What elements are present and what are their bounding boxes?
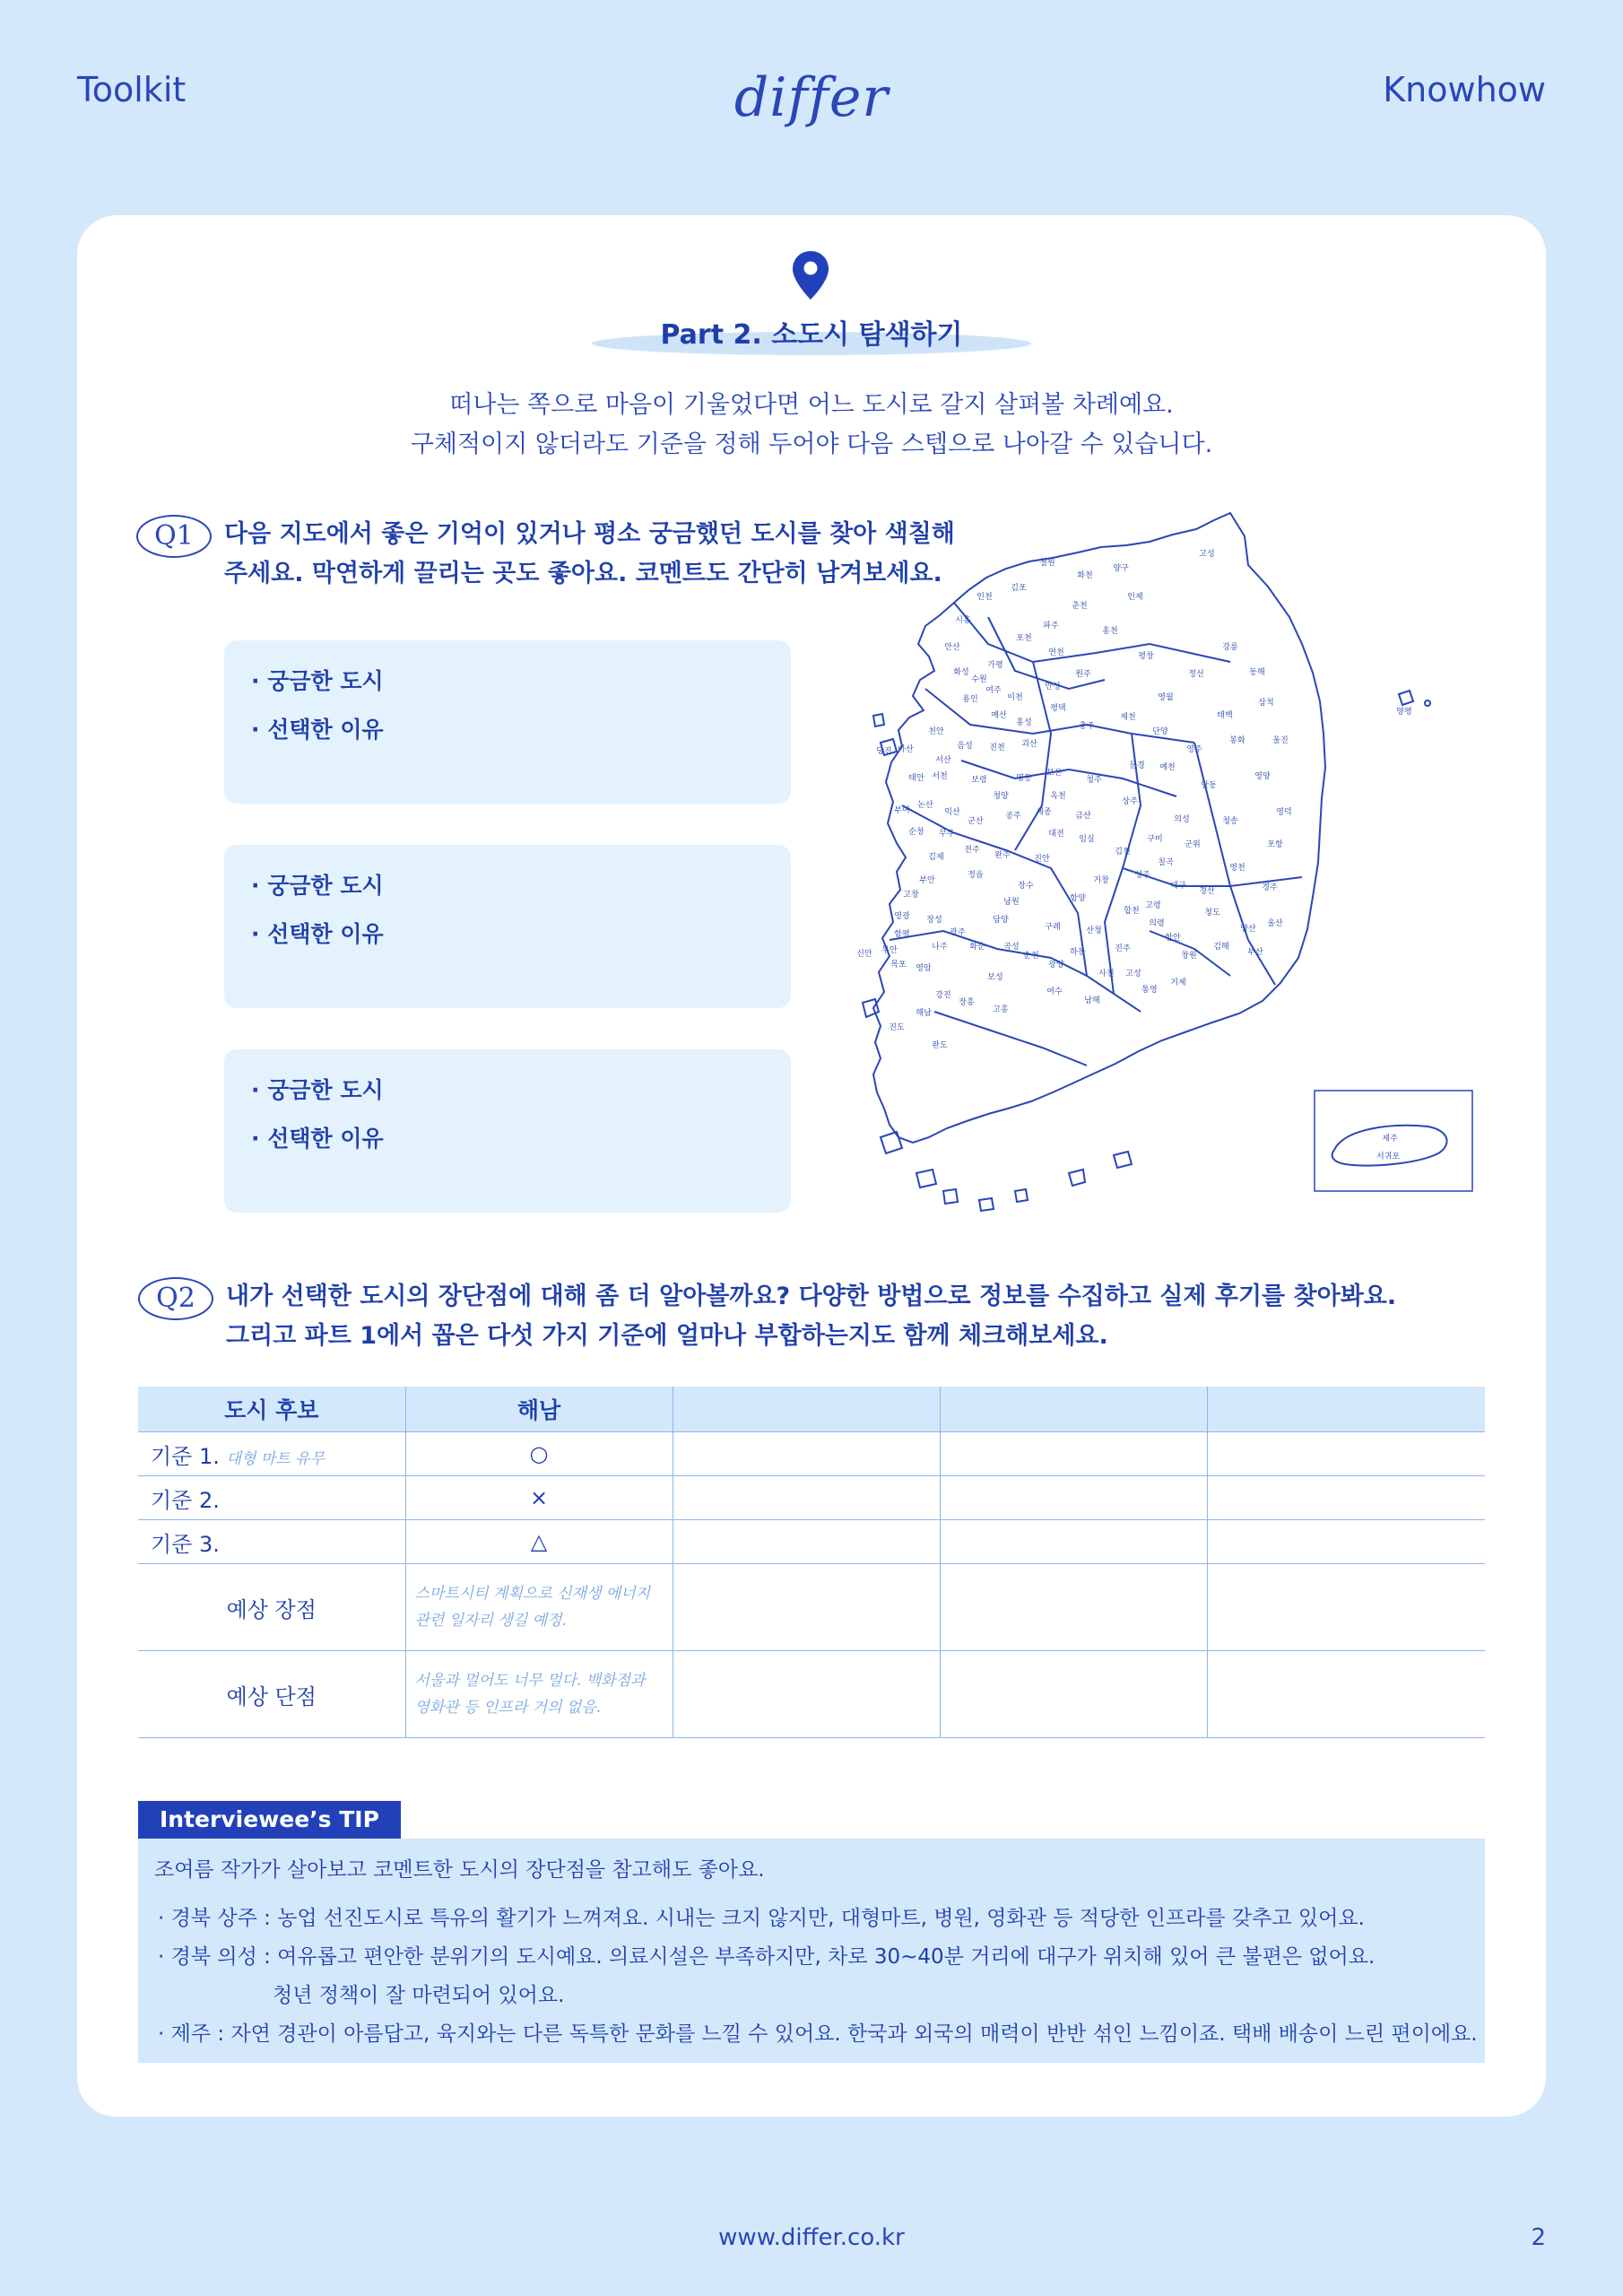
map-label: 고흥 xyxy=(993,1005,1009,1014)
map-label: 공주 xyxy=(1005,812,1021,821)
map-label: 진도 xyxy=(889,1023,905,1032)
cons-cell[interactable] xyxy=(940,1651,1207,1738)
map-label: 예산 xyxy=(991,711,1007,720)
rating-cell[interactable] xyxy=(673,1476,940,1520)
q2-line-1: 내가 선택한 도시의 장단점에 대해 좀 더 알아볼까요? 다양한 방법으로 정보를 수집하고 실제 후기를 찾아봐요. xyxy=(226,1283,1397,1310)
map-label: 나주 xyxy=(932,943,948,952)
map-label: 장수 xyxy=(1018,882,1034,891)
intro-line-2: 구체적이지 않더라도 기준을 정해 두어야 다음 스텝으로 나아갈 수 있습니다. xyxy=(410,430,1213,458)
map-label: 화성 xyxy=(953,668,969,677)
map-label: 장흥 xyxy=(959,998,975,1007)
interviewee-tip-box xyxy=(138,1839,1485,2063)
rating-cell[interactable] xyxy=(940,1520,1207,1564)
map-label: 영주 xyxy=(1186,745,1202,754)
map-label: 시흥 xyxy=(955,616,971,625)
korea-map[interactable] xyxy=(854,509,1499,1227)
island xyxy=(873,714,884,726)
map-label: 보은 xyxy=(1046,769,1063,778)
map-label: 이천 xyxy=(1007,693,1023,702)
map-label: 서산 xyxy=(935,756,951,765)
map-label: 화천 xyxy=(1077,571,1093,580)
map-label: 영덕 xyxy=(1276,808,1292,817)
map-label: 창원 xyxy=(1181,952,1197,961)
map-label: 원주 xyxy=(1075,670,1091,679)
expected-pros-label: 예상 장점 xyxy=(138,1564,405,1651)
curious-city-label: · 궁금한 도시 xyxy=(251,1077,384,1103)
table-header-row xyxy=(138,1387,1485,1432)
page-number: 2 xyxy=(1531,2224,1546,2251)
map-label: 영동 xyxy=(1016,774,1032,783)
map-label: 전주 xyxy=(964,846,980,855)
map-label: 익산 xyxy=(944,808,960,817)
map-label: 울진 xyxy=(1272,736,1289,745)
map-label: 대구 xyxy=(1170,882,1186,891)
map-label: 영천 xyxy=(1229,864,1245,873)
map-label: 동해 xyxy=(1249,668,1265,677)
map-label: 인천 xyxy=(976,593,993,602)
map-label: 홍성 xyxy=(1016,718,1032,727)
table-row xyxy=(138,1476,1485,1520)
map-label: 장성 xyxy=(926,916,942,925)
curious-city-label: · 궁금한 도시 xyxy=(251,873,384,899)
q1-answer-box-1[interactable] xyxy=(224,640,791,804)
pros-cell[interactable] xyxy=(673,1564,940,1651)
map-label: 김천 xyxy=(1115,848,1131,857)
island xyxy=(979,1198,994,1211)
map-label: 정읍 xyxy=(968,871,984,880)
expected-cons-label: 예상 단점 xyxy=(138,1651,405,1738)
handwritten-note: 영화관 등 인프라 거의 없음. xyxy=(414,1699,602,1717)
criterion-cell xyxy=(138,1520,405,1564)
tip-item: · 경북 상주 : 농업 선진도시로 특유의 활기가 느껴져요. 시내는 크지 않지만, 대형마트, 병원, 영화관 등 적당한 인프라를 갖추고 있어요. xyxy=(158,1907,1365,1930)
map-label: 청주 xyxy=(1086,776,1102,785)
map-label: 충주 xyxy=(1079,722,1095,731)
map-label: 서천 xyxy=(932,772,948,781)
city-column-header[interactable] xyxy=(940,1387,1207,1432)
criterion-cell xyxy=(138,1432,405,1476)
table-row xyxy=(138,1564,1485,1651)
map-label: 안성 xyxy=(1045,683,1061,691)
map-label: 담양 xyxy=(993,916,1009,925)
website-link[interactable]: www.differ.co.kr xyxy=(718,2224,905,2251)
map-label: 아산 xyxy=(898,745,914,754)
map-label: 진천 xyxy=(989,744,1005,752)
map-label: 평택 xyxy=(1050,704,1066,713)
map-label: 고성 xyxy=(1125,970,1141,978)
q2-question xyxy=(226,1277,1396,1356)
map-label: 김포 xyxy=(1011,584,1027,593)
map-label: 남해 xyxy=(1084,996,1100,1005)
map-label: 광주 xyxy=(950,928,966,937)
map-label: 거제 xyxy=(1170,978,1186,987)
map-label: 보령 xyxy=(971,776,987,785)
map-label: 양구 xyxy=(1113,564,1129,573)
rating-cell[interactable] xyxy=(1207,1432,1485,1476)
city-candidate-header: 도시 후보 xyxy=(138,1387,405,1432)
map-label: 여주 xyxy=(985,686,1002,695)
tip-intro: 조여름 작가가 살아보고 코멘트한 도시의 장단점을 참고해도 좋아요. xyxy=(154,1858,765,1882)
map-label: 광양 xyxy=(1048,961,1064,970)
rating-cell[interactable]: △ xyxy=(405,1520,673,1564)
map-label: 문경 xyxy=(1129,761,1145,770)
map-label: 홍천 xyxy=(1102,627,1118,636)
map-label: 영광 xyxy=(894,912,910,921)
map-label: 함안 xyxy=(1165,934,1181,943)
map-label: 순창 xyxy=(908,828,924,837)
q2-line-2: 그리고 파트 1에서 꼽은 다섯 가지 기준에 얼마나 부합하는지도 함께 체크해보세요. xyxy=(226,1322,1108,1350)
map-label: 김해 xyxy=(1213,943,1229,952)
city-column-header[interactable]: 해남 xyxy=(405,1387,673,1432)
map-label: 포항 xyxy=(1267,840,1283,849)
map-label: 신안 xyxy=(856,950,872,959)
tip-item-continued: 청년 정책이 잘 마련되어 있어요. xyxy=(273,1984,565,2007)
map-label: 수원 xyxy=(971,675,987,684)
location-pin-icon xyxy=(790,249,831,301)
province-border xyxy=(934,1012,1087,1065)
map-label: 상주 xyxy=(1122,797,1138,806)
map-label: 괴산 xyxy=(1021,740,1037,749)
map-label: 성주 xyxy=(1134,871,1150,880)
dokdo-island xyxy=(1425,700,1430,706)
map-label: 음성 xyxy=(957,742,973,751)
map-label: 부여 xyxy=(894,806,910,815)
map-label: 경주 xyxy=(1262,883,1278,892)
map-label: 강릉 xyxy=(1222,643,1238,652)
pros-cell[interactable] xyxy=(1207,1564,1485,1651)
map-label: 단양 xyxy=(1152,727,1168,736)
map-label: 하동 xyxy=(1070,948,1086,957)
map-label: 당진 xyxy=(876,747,892,756)
map-label: 목포 xyxy=(890,961,907,970)
map-label: 삼척 xyxy=(1258,699,1274,708)
handwritten-note: 스마트시티 계획으로 신재생 에너지 xyxy=(414,1585,651,1603)
handwritten-note: 대형 마트 유무 xyxy=(226,1449,325,1468)
island xyxy=(1069,1170,1085,1186)
city-column-header[interactable] xyxy=(1207,1387,1485,1432)
table-row xyxy=(138,1520,1485,1564)
map-label: 영월 xyxy=(1158,693,1174,702)
map-label: 통영 xyxy=(1141,986,1158,995)
cons-cell[interactable] xyxy=(1207,1651,1485,1738)
differ-logo: differ xyxy=(733,66,890,129)
rating-cell[interactable]: ○ xyxy=(405,1432,673,1476)
map-label: 무안 xyxy=(881,946,898,955)
island xyxy=(943,1189,958,1204)
map-label: 양평 xyxy=(1396,708,1412,717)
table-row xyxy=(138,1651,1485,1738)
map-label: 예천 xyxy=(1159,763,1176,772)
knowhow-nav[interactable]: Knowhow xyxy=(1383,70,1546,109)
map-label: 사천 xyxy=(1098,970,1115,978)
map-label: 제천 xyxy=(1120,713,1136,722)
map-label: 부산 xyxy=(1247,948,1263,957)
map-label: 함양 xyxy=(1070,894,1086,903)
q1-answer-box-3[interactable] xyxy=(224,1049,791,1213)
handwritten-note: 관련 일자리 생길 예정. xyxy=(414,1612,567,1630)
map-label: 포천 xyxy=(1016,634,1032,643)
map-label: 영암 xyxy=(916,964,932,973)
map-label: 칠곡 xyxy=(1158,858,1174,867)
map-label: 봉화 xyxy=(1229,736,1245,745)
map-label: 여수 xyxy=(1046,987,1063,996)
map-label: 청송 xyxy=(1222,817,1238,826)
map-label: 의령 xyxy=(1149,919,1165,928)
q1-answer-box-2[interactable] xyxy=(224,845,791,1008)
island xyxy=(1114,1152,1132,1168)
tip-item: · 제주 : 자연 경관이 아름답고, 육지와는 다른 독특한 문화를 느낄 수 있어요. 한국과 외국의 매력이 반반 섞인 느낌이죠. 택배 배송이 느린 편이에요. xyxy=(158,2022,1478,2046)
map-label: 구례 xyxy=(1045,923,1061,932)
city-comparison-table xyxy=(138,1387,1485,1738)
map-label: 춘천 xyxy=(1072,602,1088,611)
criterion-cell xyxy=(138,1476,405,1520)
island xyxy=(916,1170,936,1187)
rating-cell[interactable]: × xyxy=(405,1476,673,1520)
q1-line-1: 다음 지도에서 좋은 기억이 있거나 평소 궁금했던 도시를 찾아 색칠해 xyxy=(224,520,955,548)
cons-cell[interactable] xyxy=(673,1651,940,1738)
map-label: 천안 xyxy=(928,727,944,736)
map-label: 함평 xyxy=(894,930,910,939)
map-label: 양산 xyxy=(1240,925,1256,934)
criterion-label: 기준 3. xyxy=(151,1531,220,1557)
part-title-group xyxy=(592,312,1031,357)
part-title: Part 2. 소도시 탐색하기 xyxy=(660,319,963,351)
map-label: 대전 xyxy=(1048,830,1064,839)
q1-line-2: 주세요. 막연하게 끌리는 곳도 좋아요. 코멘트도 간단히 남겨보세요. xyxy=(224,560,942,587)
cons-cell[interactable] xyxy=(405,1651,673,1738)
map-label: 구미 xyxy=(1147,835,1163,844)
map-label: 산청 xyxy=(1086,926,1102,935)
map-label: 세종 xyxy=(1036,808,1052,817)
toolkit-nav[interactable]: Toolkit xyxy=(77,70,187,109)
map-label: 용인 xyxy=(962,695,978,704)
map-label: 경산 xyxy=(1199,887,1215,896)
map-label: 화순 xyxy=(969,943,985,952)
map-label: 정선 xyxy=(1188,670,1204,679)
map-label: 영양 xyxy=(1254,772,1271,781)
city-column-header[interactable] xyxy=(673,1387,940,1432)
map-label: 임실 xyxy=(1079,835,1095,844)
criterion-label: 기준 2. xyxy=(151,1487,220,1513)
map-label: 군위 xyxy=(1185,840,1201,849)
curious-city-label: · 궁금한 도시 xyxy=(251,668,384,694)
island xyxy=(1015,1189,1028,1202)
map-label: 무주 xyxy=(939,830,955,839)
map-label: 남원 xyxy=(1003,898,1020,907)
ulleung-island xyxy=(1399,691,1413,705)
map-label: 고창 xyxy=(903,891,919,900)
map-label: 청도 xyxy=(1204,909,1220,918)
map-label: 강진 xyxy=(935,991,951,1000)
interviewee-tip-label: Interviewee’s TIP xyxy=(138,1801,401,1839)
map-label: 완주 xyxy=(994,851,1011,860)
map-label: 청양 xyxy=(993,792,1009,801)
q1-question xyxy=(224,515,955,594)
rating-cell[interactable] xyxy=(673,1520,940,1564)
tip-item: · 경북 의성 : 여유롭고 편안한 분위기의 도시예요. 의료시설은 부족하지만, 차로 30~40분 거리에 대구가 위치해 있어 큰 불편은 없어요. xyxy=(158,1945,1376,1969)
worksheet-card xyxy=(77,215,1546,2117)
map-label: 울산 xyxy=(1267,919,1283,928)
map-label: 연천 xyxy=(1048,648,1064,657)
map-label: 가평 xyxy=(987,661,1003,670)
reason-label: · 선택한 이유 xyxy=(251,1126,384,1152)
map-label: 곡성 xyxy=(1003,943,1020,952)
map-label: 인제 xyxy=(1127,593,1143,602)
handwritten-note: 서울과 멀어도 너무 멀다. 백화점과 xyxy=(414,1672,646,1690)
rating-cell[interactable] xyxy=(1207,1520,1485,1564)
map-label: 태백 xyxy=(1217,711,1233,720)
intro-line-1: 떠나는 쪽으로 마음이 기울었다면 어느 도시로 갈지 살펴볼 차례예요. xyxy=(449,391,1174,419)
map-label: 논산 xyxy=(917,801,933,810)
reason-label: · 선택한 이유 xyxy=(251,717,384,743)
island xyxy=(881,1132,902,1153)
map-label: 보성 xyxy=(987,973,1003,982)
jeju-label: 제주 xyxy=(1382,1135,1398,1144)
map-label: 의성 xyxy=(1174,815,1190,824)
pros-cell[interactable] xyxy=(940,1564,1207,1651)
map-label: 군산 xyxy=(968,817,984,826)
map-label: 해남 xyxy=(916,1009,932,1018)
map-label: 고성 xyxy=(1199,550,1215,559)
map-label: 거창 xyxy=(1093,876,1109,885)
rating-cell[interactable] xyxy=(940,1432,1207,1476)
map-label: 파주 xyxy=(1043,622,1059,631)
rating-cell[interactable] xyxy=(673,1432,940,1476)
criterion-label: 기준 1. xyxy=(151,1443,220,1469)
reason-label: · 선택한 이유 xyxy=(251,921,384,947)
map-label: 평창 xyxy=(1138,652,1154,661)
map-label: 옥천 xyxy=(1050,792,1066,801)
map-label: 안동 xyxy=(1201,781,1217,790)
map-label: 진주 xyxy=(1115,944,1131,953)
map-label: 금산 xyxy=(1075,812,1091,821)
seogwipo-label: 서귀포 xyxy=(1376,1152,1401,1161)
map-label: 안산 xyxy=(944,643,960,652)
map-label: 김제 xyxy=(928,853,944,862)
table-row xyxy=(138,1432,1485,1476)
q2-badge: Q2 xyxy=(138,1277,213,1320)
map-label: 태안 xyxy=(908,774,924,783)
map-label: 순천 xyxy=(1023,952,1039,961)
q1-badge: Q1 xyxy=(136,515,212,558)
intro-text xyxy=(77,386,1546,465)
map-label: 철원 xyxy=(1039,559,1055,568)
map-label: 고령 xyxy=(1145,901,1161,910)
map-label: 부안 xyxy=(919,876,935,885)
rating-cell[interactable] xyxy=(940,1476,1207,1520)
pros-cell[interactable] xyxy=(405,1564,673,1651)
map-label: 진안 xyxy=(1034,855,1050,864)
province-border xyxy=(1105,734,1141,994)
map-label: 완도 xyxy=(932,1041,948,1050)
map-label: 합천 xyxy=(1124,907,1140,916)
rating-cell[interactable] xyxy=(1207,1476,1485,1520)
